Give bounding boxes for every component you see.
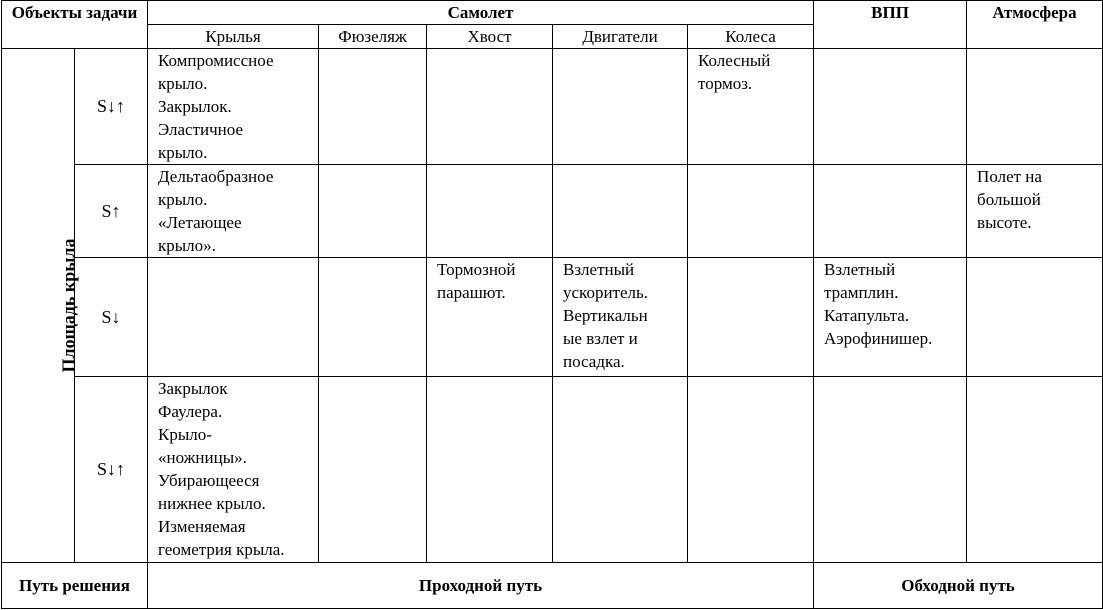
side-label: Площадь крыла bbox=[58, 238, 79, 373]
cell-engines bbox=[553, 49, 688, 165]
column-header-wings: Крылья bbox=[148, 25, 319, 49]
cell-runway: Взлетный трамплин. Катапульта. Аэрофинишер. bbox=[814, 258, 967, 377]
row-label: S↓↑ bbox=[75, 49, 148, 165]
plane-group-header: Самолет bbox=[148, 1, 814, 25]
runway-header: ВПП bbox=[814, 1, 967, 49]
row-label: S↑ bbox=[75, 165, 148, 258]
cell-tail bbox=[427, 49, 553, 165]
table-row bbox=[2, 258, 1103, 377]
cell-wheels bbox=[688, 377, 814, 563]
column-header-wheels: Колеса bbox=[688, 25, 814, 49]
cell-tail bbox=[427, 165, 553, 258]
row-label: S↓ bbox=[75, 258, 148, 377]
table-row bbox=[2, 165, 1103, 258]
cell-atmosphere bbox=[967, 258, 1103, 377]
column-header-engines: Двигатели bbox=[553, 25, 688, 49]
objects-header: Объекты задачи bbox=[2, 1, 148, 49]
cell-atmosphere: Полет на большой высоте. bbox=[967, 165, 1103, 258]
cell-tail bbox=[427, 377, 553, 563]
cell-runway bbox=[814, 49, 967, 165]
cell-runway bbox=[814, 377, 967, 563]
cell-fuselage bbox=[319, 258, 427, 377]
solution-path-label: Путь решения bbox=[2, 563, 148, 609]
bypass-path: Обходной путь bbox=[814, 563, 1103, 609]
cell-fuselage bbox=[319, 165, 427, 258]
cell-wings: Дельтаобразное крыло. «Летающее крыло». bbox=[148, 165, 319, 258]
cell-runway bbox=[814, 165, 967, 258]
atmosphere-header: Атмосфера bbox=[967, 1, 1103, 49]
cell-tail: Тормозной парашют. bbox=[427, 258, 553, 377]
table-row bbox=[2, 377, 1103, 563]
cell-wings: Компромиссное крыло. Закрылок. Эластичное крыло. bbox=[148, 49, 319, 165]
cell-wings bbox=[148, 258, 319, 377]
through-path: Проходной путь bbox=[148, 563, 814, 609]
cell-fuselage bbox=[319, 377, 427, 563]
column-header-tail: Хвост bbox=[427, 25, 553, 49]
cell-engines: Взлетный ускоритель. Вертикальн ые взлет и посадка. bbox=[553, 258, 688, 377]
cell-wheels bbox=[688, 258, 814, 377]
cell-atmosphere bbox=[967, 377, 1103, 563]
cell-wheels: Колесный тормоз. bbox=[688, 49, 814, 165]
row-label: S↓↑ bbox=[75, 377, 148, 563]
cell-engines bbox=[553, 165, 688, 258]
table-row bbox=[2, 49, 1103, 165]
cell-fuselage bbox=[319, 49, 427, 165]
cell-atmosphere bbox=[967, 49, 1103, 165]
footer-row bbox=[2, 563, 1103, 609]
cell-wings: Закрылок Фаулера. Крыло- «ножницы». Убирающееся нижнее крыло. Изменяемая геометрия крыла. bbox=[148, 377, 319, 563]
column-header-fuselage: Фюзеляж bbox=[319, 25, 427, 49]
problem-matrix-table bbox=[1, 0, 1103, 609]
cell-wheels bbox=[688, 165, 814, 258]
cell-engines bbox=[553, 377, 688, 563]
side-label-cell bbox=[2, 49, 79, 563]
